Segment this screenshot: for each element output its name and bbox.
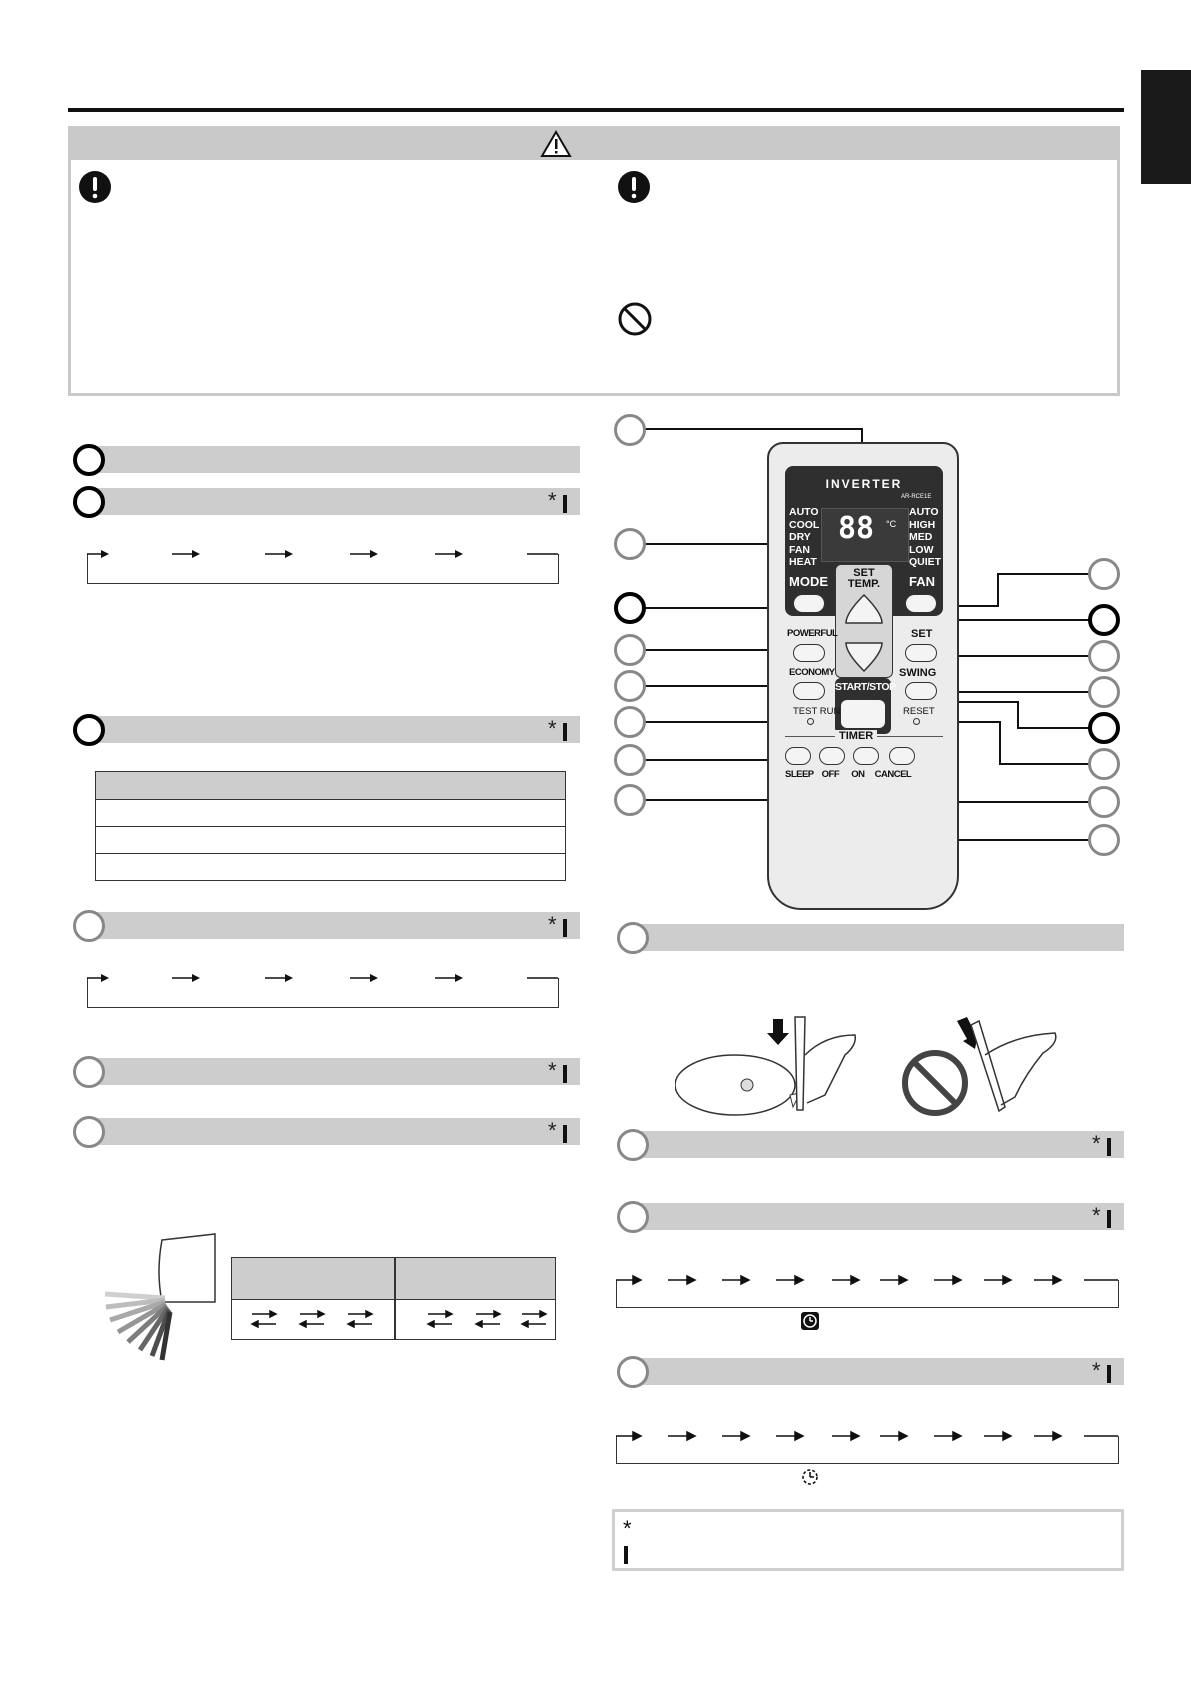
callout-circle [614, 784, 646, 816]
start-stop-label: START/STOP [835, 681, 896, 693]
settings-table [95, 771, 566, 881]
timer-button-labels [785, 769, 911, 780]
section-bar-8 [632, 1131, 1124, 1158]
star-bar-mark: * [1092, 1205, 1111, 1228]
table-row [96, 827, 565, 854]
lcd-display [821, 508, 909, 562]
swing-button[interactable] [905, 682, 937, 700]
section-number-circle [73, 910, 105, 942]
model-label: AR-RCE1E [901, 494, 932, 500]
callout-circle [1088, 604, 1120, 636]
table-row [96, 800, 565, 827]
footnote-bar [624, 1546, 628, 1564]
economy-button[interactable] [793, 682, 825, 700]
fan-label: FAN [909, 574, 935, 589]
sleep-label: SLEEP [785, 769, 814, 780]
table-row [96, 854, 565, 880]
on-label: ON [851, 769, 865, 780]
section-number-circle [617, 1201, 649, 1233]
section-bar-5 [90, 1058, 580, 1085]
top-rule [68, 108, 1124, 112]
brand-label: INVERTER [825, 477, 903, 491]
section-number-circle [73, 486, 105, 518]
callout-circle [1088, 786, 1120, 818]
callout-circle [1088, 558, 1120, 590]
mode-button[interactable] [793, 594, 825, 613]
star-bar-mark: * [548, 718, 567, 741]
test-run-label: TEST RUN [793, 706, 841, 717]
off-label: OFF [821, 769, 840, 780]
star-bar-mark: * [548, 914, 567, 937]
section-number-circle [73, 1116, 105, 1148]
remote-control [767, 442, 959, 910]
fan-speed-list: AUTO HIGH MED LOW QUIET [909, 506, 942, 568]
louver-swing-illustration [100, 1232, 220, 1362]
side-tab [1141, 70, 1191, 184]
callout-circle [614, 592, 646, 624]
start-stop-button[interactable] [841, 700, 885, 728]
reset-label: RESET [903, 706, 935, 717]
start-stop-area [835, 678, 896, 734]
section-bar-10 [632, 1358, 1124, 1385]
fan-button[interactable] [905, 594, 937, 613]
cycle-arrows [616, 1272, 1119, 1292]
warning-triangle-icon [540, 130, 572, 158]
warning-box [68, 126, 1120, 396]
lcd-unit: °C [886, 519, 897, 529]
exclamation-icon [78, 170, 112, 204]
swing-label: SWING [899, 667, 937, 679]
on-timer-icon [800, 1311, 820, 1331]
powerful-button[interactable] [793, 644, 825, 662]
section-bar-4 [90, 912, 580, 939]
off-timer-icon [800, 1467, 820, 1487]
test-run-button[interactable] [807, 718, 814, 725]
mode-label: MODE [789, 574, 828, 589]
lcd-digits: 88 [838, 511, 875, 546]
callout-circle [1088, 824, 1120, 856]
exclamation-icon [617, 170, 651, 204]
temp-up-down-buttons[interactable] [844, 593, 884, 673]
warning-header [68, 126, 1120, 160]
table-header [96, 772, 565, 800]
callout-circle [614, 634, 646, 666]
callout-circle [1088, 712, 1120, 744]
section-bar-3 [90, 716, 580, 743]
section-bar-9 [632, 1203, 1124, 1230]
cycle-arrows [87, 546, 559, 566]
star-bar-mark: * [1092, 1360, 1111, 1383]
swing-table [231, 1257, 556, 1340]
callout-circle [1088, 640, 1120, 672]
cycle-arrows [87, 970, 559, 990]
section-bar-7 [632, 924, 1124, 951]
section-number-circle [617, 922, 649, 954]
reset-pen-illustration [675, 1015, 1075, 1120]
section-number-circle [73, 1056, 105, 1088]
powerful-label: POWERFUL [787, 628, 838, 639]
temp-rocker [835, 564, 893, 678]
set-temp-label: SET TEMP. [847, 567, 881, 590]
section-number-circle [73, 714, 105, 746]
sleep-button[interactable] [785, 747, 811, 765]
section-number-circle [73, 444, 105, 476]
swing-arrows [250, 1308, 550, 1332]
economy-label: ECONOMY [789, 667, 835, 678]
star-bar-mark: * [548, 1060, 567, 1083]
set-label: SET [911, 628, 933, 640]
callout-circle [1088, 676, 1120, 708]
star-bar-mark: * [1092, 1133, 1111, 1156]
footnote-box [612, 1509, 1124, 1571]
footnote-asterisk: * [623, 1516, 632, 1541]
section-number-circle [617, 1356, 649, 1388]
section-bar-6 [90, 1118, 580, 1145]
cancel-label: CANCEL [874, 769, 912, 780]
off-timer-button[interactable] [819, 747, 845, 765]
reset-button[interactable] [913, 718, 920, 725]
section-number-circle [617, 1129, 649, 1161]
on-timer-button[interactable] [853, 747, 879, 765]
section-bar-2 [90, 488, 580, 515]
asterisk-mark: * [548, 488, 557, 513]
star-bar-mark [548, 490, 567, 513]
set-button[interactable] [905, 644, 937, 662]
star-bar-mark: * [548, 1120, 567, 1143]
timer-label: TIMER [835, 730, 877, 742]
callout-circle [614, 414, 646, 446]
callout-circle [614, 528, 646, 560]
callout-circle [614, 670, 646, 702]
section-bar-1 [90, 446, 580, 473]
cancel-button[interactable] [889, 747, 915, 765]
mode-list: AUTO COOL DRY FAN HEAT [789, 506, 820, 568]
callout-circle [614, 744, 646, 776]
cycle-arrows [616, 1428, 1119, 1448]
callout-circle [614, 706, 646, 738]
callout-circle [1088, 748, 1120, 780]
prohibited-icon [617, 301, 653, 337]
